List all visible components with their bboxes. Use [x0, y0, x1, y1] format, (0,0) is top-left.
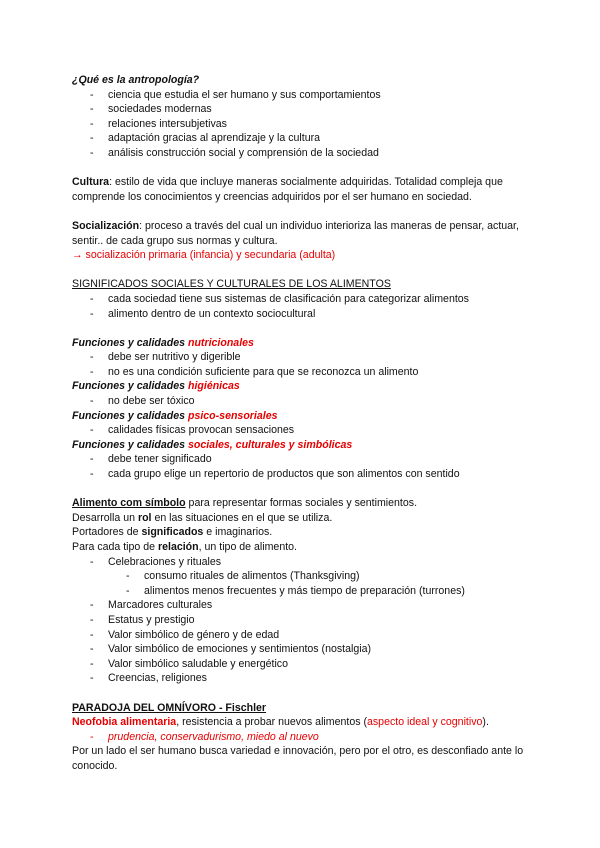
funciones-heading-psico [72, 409, 542, 424]
simbolo-bold: rol [137, 511, 152, 524]
significados-list [72, 292, 542, 321]
funciones-prefix: Funciones y calidades [72, 409, 188, 422]
simbolo-list [72, 555, 542, 570]
funciones-label: psico-sensoriales [187, 409, 278, 422]
socializacion-text: : proceso a través del cual un individuo interioriza las maneras de pensar, actuar, sentir.. de cada grupo sus normas y cultura. [72, 219, 519, 247]
list-item: - Valor simbólico de género y de edad [72, 628, 542, 643]
simbolo-text: en las situaciones en el que se utiliza. [151, 511, 333, 524]
list-item: - cada grupo elige un repertorio de productos que son alimentos con sentido [72, 467, 542, 482]
list-item: - Celebraciones y rituales [72, 555, 542, 570]
cultura-term: Cultura [72, 176, 110, 189]
funciones-label: higiénicas [187, 380, 240, 393]
list-item: - Creencias, religiones [72, 671, 542, 686]
simbolo-text: para representar formas sociales y sentimientos. [185, 497, 418, 510]
simbolo-line-2 [72, 511, 542, 526]
simbolo-line-1 [72, 496, 542, 511]
list-item: - debe ser nutritivo y digerible [72, 350, 542, 365]
list-item: - Valor simbólico de emociones y sentimientos (nostalgia) [72, 642, 542, 657]
list-item: - calidades físicas provocan sensaciones [72, 423, 542, 438]
simbolo-term: Alimento com símbolo [72, 497, 186, 510]
simbolo-line-3 [72, 525, 542, 540]
neofobia-aspect: aspecto ideal y cognitivo [366, 716, 483, 729]
funciones-label: nutricionales [187, 336, 254, 349]
simbolo-line-4 [72, 540, 542, 555]
anthropology-list [72, 88, 542, 161]
list-item: - no debe ser tóxico [72, 394, 542, 409]
list-item: - Valor simbólico saludable y energético [72, 657, 542, 672]
cultura-text: : estilo de vida que incluye maneras socialmente adquiridas. Totalidad compleja que comprende los conocimientos y creencias adquiridos por el ser humano en sociedad. [72, 176, 503, 203]
list-item: - cada sociedad tiene sus sistemas de clasificación para categorizar alimentos [72, 292, 542, 307]
sub-list-item: - alimentos menos frecuentes y más tiempo de preparación (turrones) [72, 584, 542, 599]
funciones-prefix: Funciones y calidades [72, 438, 188, 451]
simbolo-text: , un tipo de alimento. [198, 541, 297, 553]
list-item: - prudencia, conservadurismo, miedo al nuevo [72, 730, 542, 745]
neofobia-text: ). [482, 716, 489, 729]
socializacion-arrow: → socialización primaria (infancia) y secundaria (adulta) [72, 249, 336, 262]
cultura-definition [72, 175, 542, 204]
list-item: - sociedades modernas [72, 102, 542, 117]
simbolo-text: Desarrolla un [72, 511, 138, 524]
simbolo-list [72, 598, 542, 686]
list-item: - relaciones intersubjetivas [72, 117, 542, 132]
funciones-prefix: Funciones y calidades [72, 380, 188, 393]
list-item: - análisis construcción social y comprensión de la sociedad [72, 146, 542, 161]
list-item: - alimento dentro de un contexto sociocultural [72, 307, 542, 322]
paradoja-closing: Por un lado el ser humano busca variedad e innovación, pero por el otro, es desconfiado ante lo conocido. [72, 745, 524, 772]
neofobia-term: Neofobia alimentaria [72, 716, 177, 729]
funciones-heading-higienicas [72, 379, 542, 394]
socializacion-definition [72, 219, 542, 248]
funciones-list [72, 350, 542, 379]
question-heading: ¿Qué es la antropología? [72, 74, 200, 86]
simbolo-bold: significados [141, 526, 204, 539]
funciones-list [72, 423, 542, 438]
list-item: - ciencia que estudia el ser humano y sus comportamientos [72, 88, 542, 103]
simbolo-text: Portadores de [72, 526, 142, 539]
list-item: - debe tener significado [72, 452, 542, 467]
neofobia-list [72, 730, 542, 745]
neofobia-text: , resistencia a probar nuevos alimentos ( [176, 716, 367, 729]
list-item: - Estatus y prestigio [72, 613, 542, 628]
list-item: - adaptación gracias al aprendizaje y la cultura [72, 131, 542, 146]
funciones-heading-sociales [72, 438, 542, 453]
simbolo-text: e imaginarios. [203, 526, 273, 539]
funciones-prefix: Funciones y calidades [72, 336, 188, 349]
list-item: - no es una condición suficiente para que se reconozca un alimento [72, 365, 542, 380]
simbolo-bold: relación [158, 541, 199, 553]
neofobia-line [72, 715, 542, 730]
socializacion-term: Socialización [72, 219, 140, 232]
funciones-list [72, 452, 542, 481]
list-item: - Marcadores culturales [72, 598, 542, 613]
sub-list-item: - consumo rituales de alimentos (Thanksgiving) [72, 569, 542, 584]
funciones-label: sociales, culturales y simbólicas [187, 438, 353, 451]
simbolo-text: Para cada tipo de [72, 541, 158, 553]
funciones-list [72, 394, 542, 409]
paradoja-heading: PARADOJA DEL OMNÍVORO - Fischler [72, 701, 267, 714]
simbolo-sublist [72, 569, 542, 598]
document-content [72, 73, 542, 774]
funciones-heading-nutricionales [72, 336, 542, 351]
significados-heading: SIGNIFICADOS SOCIALES Y CULTURALES DE LOS ALIMENTOS [72, 278, 391, 291]
